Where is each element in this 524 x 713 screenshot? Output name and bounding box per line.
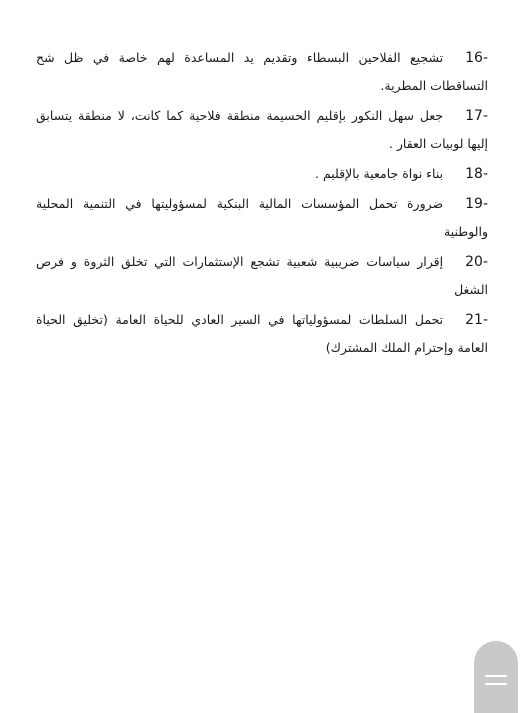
scroll-handle[interactable] [474,641,518,713]
item-text: إقرار سياسات ضريبية شعبية تشجع الإستثمارات التي تخلق الثروة و فرص الشغل [36,254,488,297]
list-item-17 [36,102,488,158]
list-item-20 [36,248,488,304]
item-text: بناء نواة جامعية بالإقليم . [315,166,444,181]
item-text: ضرورة تحمل المؤسسات المالية البنكية لمسؤوليتها في التنمية المحلية والوطنية [36,196,488,239]
list-item-21 [36,306,488,362]
item-number: 20- [465,254,488,270]
item-number: 16- [465,50,488,66]
item-text: تشجيع الفلاحين البسطاء وتقديم يد المساعدة لهم خاصة في ظل شح التساقطات المطرية. [36,50,488,93]
item-number: 17- [465,108,488,124]
list-item-16 [36,44,488,100]
item-number: 19- [465,196,488,212]
item-text: تحمل السلطات لمسؤولياتها في السير العادي للحياة العامة (تخليق الحياة العامة وإحترام الملك المشترك) [36,312,488,355]
item-text: جعل سهل النكور بإقليم الحسيمة منطقة فلاحية كما كانت، لا منطقة يتسابق إليها لوبيات العقار . [36,108,488,151]
document-page [36,44,488,364]
list-item-18 [36,160,488,188]
item-number: 18- [465,166,488,182]
item-number: 21- [465,312,488,328]
list-item-19 [36,190,488,246]
